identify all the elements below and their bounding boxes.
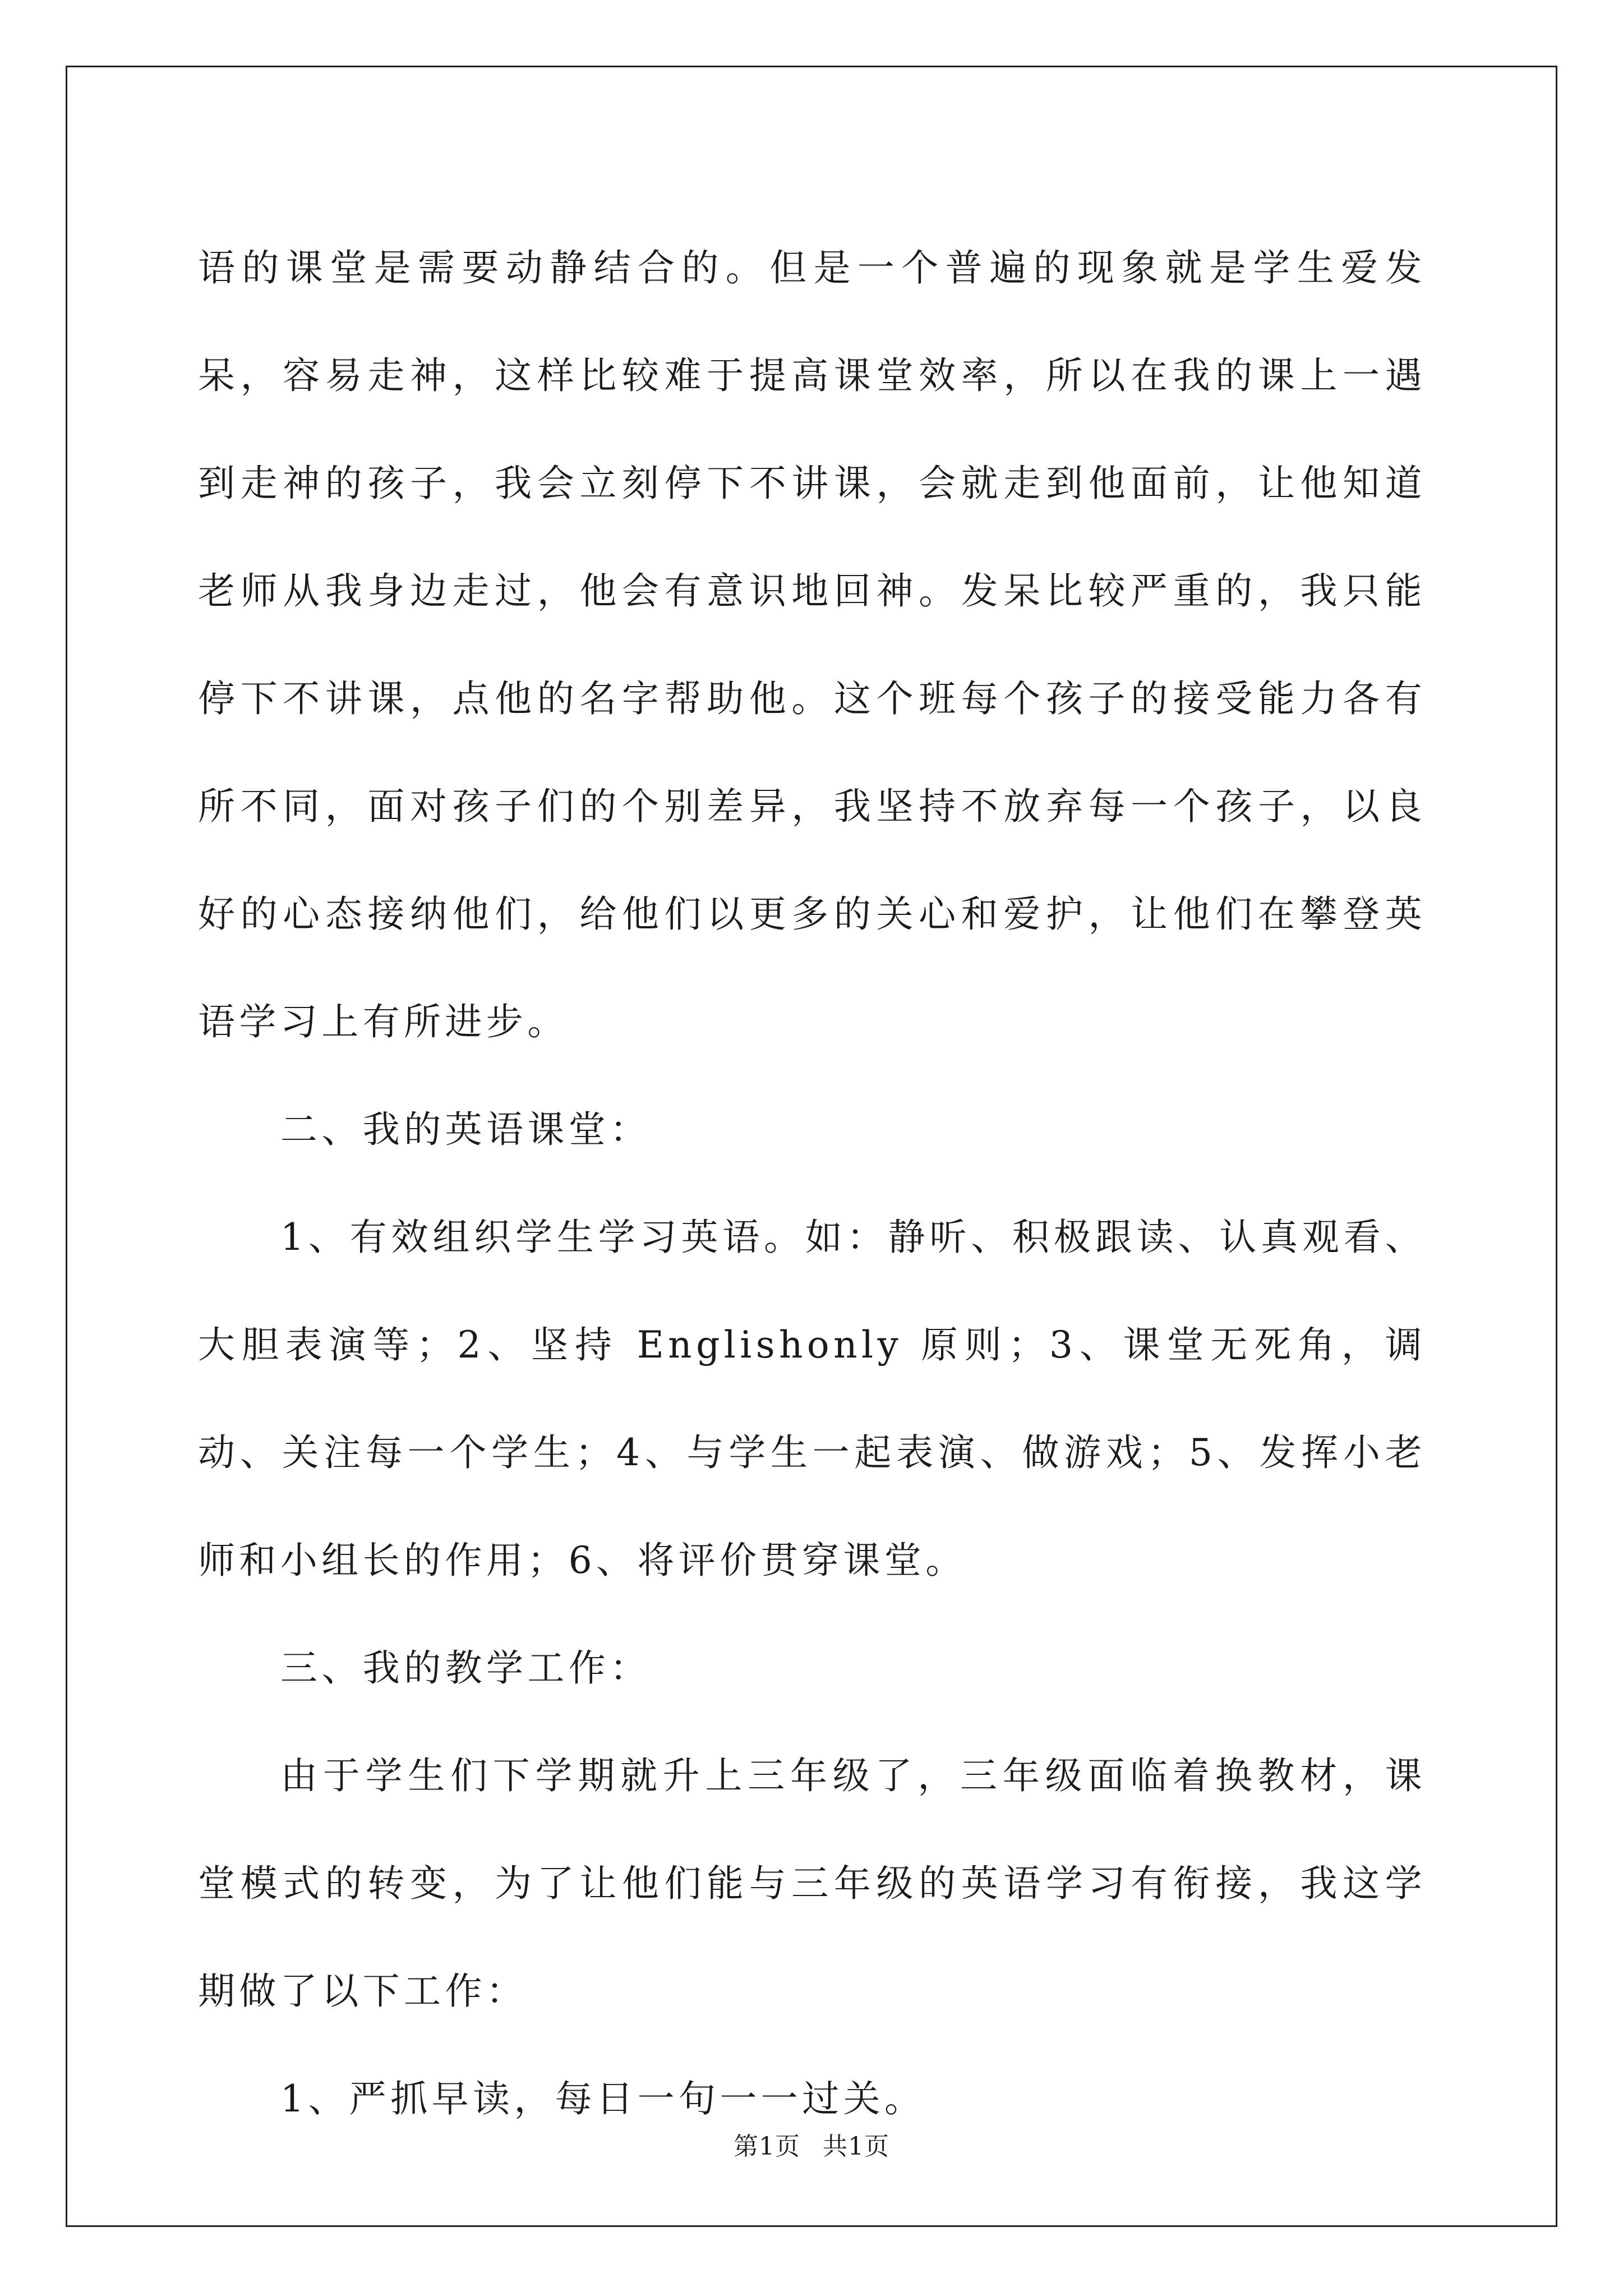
paragraph-classroom-methods: 1、有效组织学生学习英语。如：静听、积极跟读、认真观看、大胆表演等；2、坚持 Englishonly 原则；3、课堂无死角，调动、关注每一个学生；4、与学生一起表演、做游戏；5、发挥小老师和小组长的作用；6、将评价贯穿课堂。 xyxy=(198,1216,1426,1582)
page-number-current: 第1页 xyxy=(734,2132,800,2161)
document-body xyxy=(198,214,1426,2153)
paragraph-morning-reading: 1、严抓早读，每日一句一一过关。 xyxy=(280,2077,926,2120)
page-footer xyxy=(0,2126,1623,2162)
paragraph-teaching-work: 由于学生们下学期就升上三年级了，三年级面临着换教材，课堂模式的转变，为了让他们能与三年级的英语学习有衔接，我这学期做了以下工作： xyxy=(198,1754,1426,2013)
heading-teaching-work: 三、我的教学工作： xyxy=(280,1646,651,1690)
page-number-total: 共1页 xyxy=(823,2132,889,2161)
heading-english-classroom: 二、我的英语课堂： xyxy=(280,1108,651,1151)
paragraph-1: 语的课堂是需要动静结合的。但是一个普遍的现象就是学生爱发呆，容易走神，这样比较难于提高课堂效率，所以在我的课上一遇到走神的孩子，我会立刻停下不讲课，会就走到他面前，让他知道老师从我身边走过，他会有意识地回神。发呆比较严重的，我只能停下不讲课，点他的名字帮助他。这个班每个孩子的接受能力各有所不同，面对孩子们的个别差异，我坚持不放弃每一个孩子，以良好的心态接纳他们，给他们以更多的关心和爱护，让他们在攀登英语学习上有所进步。 xyxy=(198,246,1426,1043)
